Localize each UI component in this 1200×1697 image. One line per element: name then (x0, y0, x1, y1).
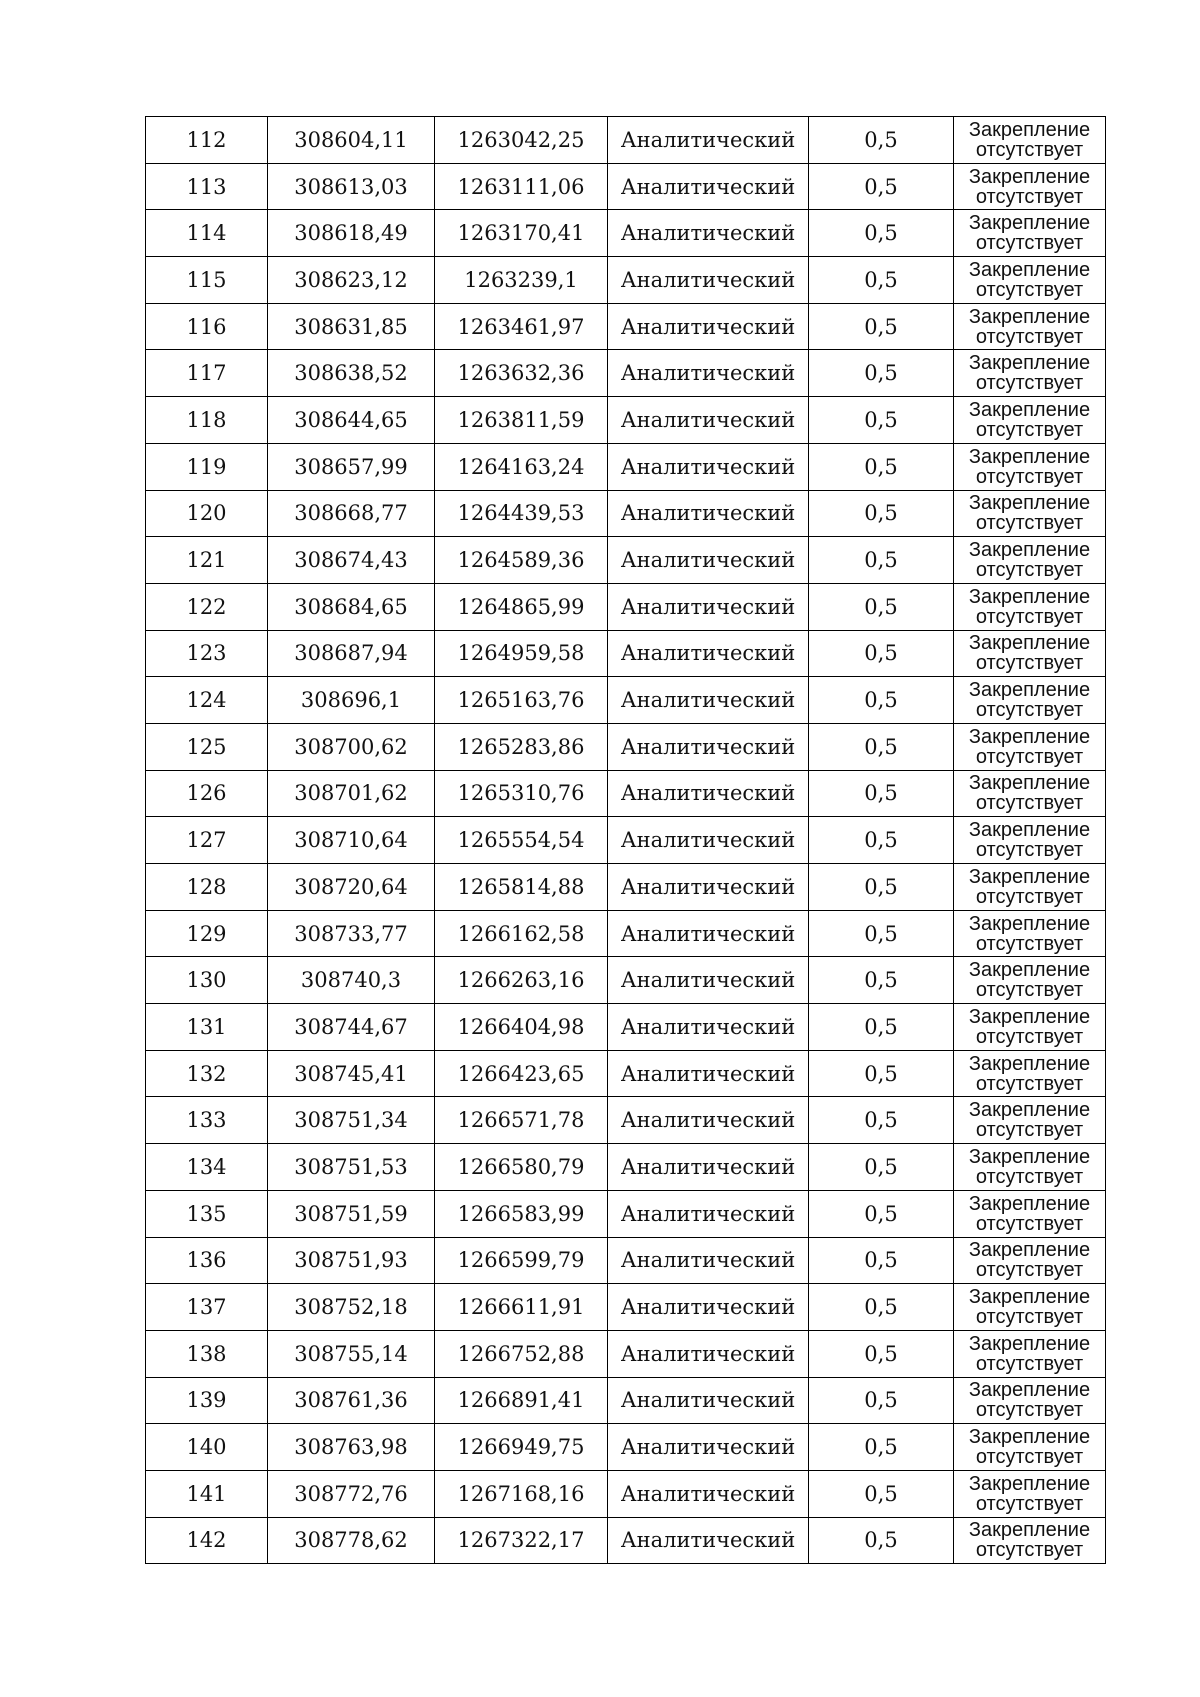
fixing-cell (954, 1284, 1106, 1331)
fixing-text-line: отсутствует (975, 1399, 1084, 1422)
method-cell: Аналитический (608, 443, 809, 490)
fixing-text-line: отсутствует (975, 979, 1084, 1002)
method-cell: Аналитический (608, 210, 809, 257)
fixing-text-line: отсутствует (975, 325, 1084, 348)
table-row (146, 723, 1106, 770)
fixing-text-line: Закрепление (968, 1052, 1091, 1075)
fixing-text-line: Закрепление (968, 165, 1091, 188)
point-number-cell: 141 (146, 1470, 268, 1517)
fixing-cell (954, 117, 1106, 164)
accuracy-cell: 0,5 (809, 1004, 954, 1051)
point-number-cell: 133 (146, 1097, 268, 1144)
table-row (146, 490, 1106, 537)
x-coordinate-cell: 308638,52 (268, 350, 435, 397)
accuracy-cell: 0,5 (809, 1050, 954, 1097)
method-cell: Аналитический (608, 910, 809, 957)
fixing-cell (954, 817, 1106, 864)
y-coordinate-cell: 1265163,76 (435, 677, 608, 724)
method-cell: Аналитический (608, 1377, 809, 1424)
fixing-cell (954, 210, 1106, 257)
fixing-cell (954, 723, 1106, 770)
fixing-text-line: отсутствует (975, 792, 1084, 815)
table-row (146, 163, 1106, 210)
fixing-cell (954, 957, 1106, 1004)
fixing-text-line: отсутствует (975, 1539, 1084, 1562)
fixing-cell (954, 397, 1106, 444)
method-cell: Аналитический (608, 770, 809, 817)
method-cell: Аналитический (608, 630, 809, 677)
fixing-text-line: Закрепление (968, 492, 1091, 515)
x-coordinate-cell: 308733,77 (268, 910, 435, 957)
fixing-text-line: Закрепление (968, 1472, 1091, 1495)
table-row (146, 677, 1106, 724)
fixing-text-line: отсутствует (975, 1212, 1084, 1235)
table-row (146, 1237, 1106, 1284)
accuracy-cell: 0,5 (809, 1424, 954, 1471)
fixing-cell (954, 350, 1106, 397)
method-cell: Аналитический (608, 1144, 809, 1191)
point-number-cell: 132 (146, 1050, 268, 1097)
point-number-cell: 115 (146, 257, 268, 304)
y-coordinate-cell: 1266162,58 (435, 910, 608, 957)
fixing-text-line: отсутствует (975, 1072, 1084, 1095)
fixing-text-line: отсутствует (975, 278, 1084, 301)
method-cell: Аналитический (608, 677, 809, 724)
fixing-cell (954, 1330, 1106, 1377)
x-coordinate-cell: 308604,11 (268, 117, 435, 164)
method-cell: Аналитический (608, 1237, 809, 1284)
method-cell: Аналитический (608, 1190, 809, 1237)
x-coordinate-cell: 308684,65 (268, 583, 435, 630)
method-cell: Аналитический (608, 1470, 809, 1517)
fixing-cell (954, 1377, 1106, 1424)
point-number-cell: 124 (146, 677, 268, 724)
fixing-text-line: отсутствует (975, 932, 1084, 955)
accuracy-cell: 0,5 (809, 303, 954, 350)
x-coordinate-cell: 308687,94 (268, 630, 435, 677)
fixing-text-line: Закрепление (968, 679, 1091, 702)
fixing-cell (954, 770, 1106, 817)
fixing-cell (954, 1144, 1106, 1191)
y-coordinate-cell: 1266571,78 (435, 1097, 608, 1144)
y-coordinate-cell: 1267322,17 (435, 1517, 608, 1564)
fixing-cell (954, 1190, 1106, 1237)
accuracy-cell: 0,5 (809, 1284, 954, 1331)
x-coordinate-cell: 308631,85 (268, 303, 435, 350)
fixing-cell (954, 490, 1106, 537)
point-number-cell: 123 (146, 630, 268, 677)
accuracy-cell: 0,5 (809, 490, 954, 537)
y-coordinate-cell: 1266752,88 (435, 1330, 608, 1377)
fixing-cell (954, 1050, 1106, 1097)
x-coordinate-cell: 308701,62 (268, 770, 435, 817)
fixing-text-line: отсутствует (975, 465, 1084, 488)
fixing-text-line: отсутствует (975, 512, 1084, 535)
fixing-text-line: отсутствует (975, 839, 1084, 862)
method-cell: Аналитический (608, 1330, 809, 1377)
method-cell: Аналитический (608, 957, 809, 1004)
table-row (146, 1144, 1106, 1191)
table-row (146, 303, 1106, 350)
fixing-text-line: отсутствует (975, 418, 1084, 441)
y-coordinate-cell: 1266583,99 (435, 1190, 608, 1237)
x-coordinate-cell: 308763,98 (268, 1424, 435, 1471)
x-coordinate-cell: 308644,65 (268, 397, 435, 444)
fixing-text-line: Закрепление (968, 539, 1091, 562)
y-coordinate-cell: 1265283,86 (435, 723, 608, 770)
x-coordinate-cell: 308745,41 (268, 1050, 435, 1097)
table-row (146, 397, 1106, 444)
table-row (146, 1190, 1106, 1237)
x-coordinate-cell: 308752,18 (268, 1284, 435, 1331)
accuracy-cell: 0,5 (809, 537, 954, 584)
point-number-cell: 117 (146, 350, 268, 397)
point-number-cell: 119 (146, 443, 268, 490)
method-cell: Аналитический (608, 1004, 809, 1051)
y-coordinate-cell: 1265310,76 (435, 770, 608, 817)
y-coordinate-cell: 1263632,36 (435, 350, 608, 397)
fixing-text-line: Закрепление (968, 632, 1091, 655)
point-number-cell: 142 (146, 1517, 268, 1564)
table-row (146, 957, 1106, 1004)
fixing-text-line: Закрепление (968, 1332, 1091, 1355)
method-cell: Аналитический (608, 1517, 809, 1564)
fixing-text-line: отсутствует (975, 1259, 1084, 1282)
fixing-text-line: отсутствует (975, 372, 1084, 395)
accuracy-cell: 0,5 (809, 1517, 954, 1564)
fixing-text-line: Закрепление (968, 725, 1091, 748)
y-coordinate-cell: 1266580,79 (435, 1144, 608, 1191)
x-coordinate-cell: 308700,62 (268, 723, 435, 770)
accuracy-cell: 0,5 (809, 1144, 954, 1191)
point-number-cell: 127 (146, 817, 268, 864)
fixing-text-line: Закрепление (968, 959, 1091, 982)
y-coordinate-cell: 1264163,24 (435, 443, 608, 490)
point-number-cell: 135 (146, 1190, 268, 1237)
table-row (146, 630, 1106, 677)
point-number-cell: 138 (146, 1330, 268, 1377)
x-coordinate-cell: 308618,49 (268, 210, 435, 257)
fixing-text-line: отсутствует (975, 1352, 1084, 1375)
table-row (146, 910, 1106, 957)
x-coordinate-cell: 308761,36 (268, 1377, 435, 1424)
method-cell: Аналитический (608, 1050, 809, 1097)
point-number-cell: 122 (146, 583, 268, 630)
method-cell: Аналитический (608, 864, 809, 911)
fixing-cell (954, 1004, 1106, 1051)
fixing-cell (954, 303, 1106, 350)
method-cell: Аналитический (608, 1284, 809, 1331)
accuracy-cell: 0,5 (809, 677, 954, 724)
y-coordinate-cell: 1266404,98 (435, 1004, 608, 1051)
fixing-text-line: отсутствует (975, 885, 1084, 908)
point-number-cell: 129 (146, 910, 268, 957)
point-number-cell: 137 (146, 1284, 268, 1331)
accuracy-cell: 0,5 (809, 583, 954, 630)
y-coordinate-cell: 1266423,65 (435, 1050, 608, 1097)
fixing-cell (954, 864, 1106, 911)
table-row (146, 1424, 1106, 1471)
x-coordinate-cell: 308613,03 (268, 163, 435, 210)
accuracy-cell: 0,5 (809, 864, 954, 911)
table-row (146, 1377, 1106, 1424)
table-body (146, 117, 1106, 1564)
coordinates-table (145, 116, 1106, 1564)
accuracy-cell: 0,5 (809, 910, 954, 957)
point-number-cell: 126 (146, 770, 268, 817)
fixing-text-line: Закрепление (968, 118, 1091, 141)
x-coordinate-cell: 308720,64 (268, 864, 435, 911)
fixing-text-line: Закрепление (968, 912, 1091, 935)
fixing-text-line: отсутствует (975, 232, 1084, 255)
table-row (146, 770, 1106, 817)
y-coordinate-cell: 1265814,88 (435, 864, 608, 911)
method-cell: Аналитический (608, 723, 809, 770)
x-coordinate-cell: 308710,64 (268, 817, 435, 864)
fixing-text-line: отсутствует (975, 185, 1084, 208)
method-cell: Аналитический (608, 583, 809, 630)
x-coordinate-cell: 308744,67 (268, 1004, 435, 1051)
fixing-cell (954, 537, 1106, 584)
fixing-text-line: отсутствует (975, 1306, 1084, 1329)
fixing-text-line: Закрепление (968, 258, 1091, 281)
table-row (146, 350, 1106, 397)
y-coordinate-cell: 1266611,91 (435, 1284, 608, 1331)
y-coordinate-cell: 1267168,16 (435, 1470, 608, 1517)
fixing-text-line: Закрепление (968, 865, 1091, 888)
fixing-text-line: Закрепление (968, 398, 1091, 421)
accuracy-cell: 0,5 (809, 443, 954, 490)
fixing-text-line: Закрепление (968, 772, 1091, 795)
fixing-text-line: Закрепление (968, 1286, 1091, 1309)
point-number-cell: 120 (146, 490, 268, 537)
table-row (146, 817, 1106, 864)
fixing-text-line: Закрепление (968, 585, 1091, 608)
fixing-text-line: отсутствует (975, 1119, 1084, 1142)
x-coordinate-cell: 308751,53 (268, 1144, 435, 1191)
fixing-text-line: отсутствует (975, 745, 1084, 768)
fixing-text-line: Закрепление (968, 352, 1091, 375)
x-coordinate-cell: 308755,14 (268, 1330, 435, 1377)
fixing-text-line: отсутствует (975, 699, 1084, 722)
accuracy-cell: 0,5 (809, 723, 954, 770)
x-coordinate-cell: 308668,77 (268, 490, 435, 537)
fixing-text-line: отсутствует (975, 652, 1084, 675)
fixing-text-line: Закрепление (968, 1239, 1091, 1262)
table-row (146, 1050, 1106, 1097)
fixing-text-line: отсутствует (975, 559, 1084, 582)
method-cell: Аналитический (608, 397, 809, 444)
fixing-cell (954, 443, 1106, 490)
fixing-text-line: Закрепление (968, 819, 1091, 842)
x-coordinate-cell: 308751,59 (268, 1190, 435, 1237)
accuracy-cell: 0,5 (809, 397, 954, 444)
y-coordinate-cell: 1265554,54 (435, 817, 608, 864)
method-cell: Аналитический (608, 117, 809, 164)
fixing-cell (954, 910, 1106, 957)
point-number-cell: 136 (146, 1237, 268, 1284)
accuracy-cell: 0,5 (809, 1237, 954, 1284)
fixing-cell (954, 257, 1106, 304)
y-coordinate-cell: 1263111,06 (435, 163, 608, 210)
table-row (146, 864, 1106, 911)
accuracy-cell: 0,5 (809, 1330, 954, 1377)
method-cell: Аналитический (608, 350, 809, 397)
y-coordinate-cell: 1263811,59 (435, 397, 608, 444)
fixing-cell (954, 583, 1106, 630)
method-cell: Аналитический (608, 490, 809, 537)
table-row (146, 1284, 1106, 1331)
y-coordinate-cell: 1264439,53 (435, 490, 608, 537)
x-coordinate-cell: 308674,43 (268, 537, 435, 584)
y-coordinate-cell: 1266891,41 (435, 1377, 608, 1424)
fixing-text-line: отсутствует (975, 1446, 1084, 1469)
x-coordinate-cell: 308623,12 (268, 257, 435, 304)
point-number-cell: 128 (146, 864, 268, 911)
method-cell: Аналитический (608, 537, 809, 584)
fixing-text-line: отсутствует (975, 605, 1084, 628)
point-number-cell: 140 (146, 1424, 268, 1471)
accuracy-cell: 0,5 (809, 1377, 954, 1424)
accuracy-cell: 0,5 (809, 350, 954, 397)
point-number-cell: 116 (146, 303, 268, 350)
table-row (146, 1517, 1106, 1564)
y-coordinate-cell: 1264589,36 (435, 537, 608, 584)
y-coordinate-cell: 1266599,79 (435, 1237, 608, 1284)
fixing-text-line: Закрепление (968, 1099, 1091, 1122)
accuracy-cell: 0,5 (809, 630, 954, 677)
fixing-text-line: Закрепление (968, 1192, 1091, 1215)
fixing-cell (954, 1097, 1106, 1144)
table-row (146, 117, 1106, 164)
accuracy-cell: 0,5 (809, 1190, 954, 1237)
fixing-cell (954, 1237, 1106, 1284)
accuracy-cell: 0,5 (809, 1470, 954, 1517)
fixing-text-line: Закрепление (968, 1519, 1091, 1542)
point-number-cell: 114 (146, 210, 268, 257)
table-row (146, 443, 1106, 490)
accuracy-cell: 0,5 (809, 957, 954, 1004)
x-coordinate-cell: 308751,93 (268, 1237, 435, 1284)
accuracy-cell: 0,5 (809, 770, 954, 817)
fixing-text-line: Закрепление (968, 305, 1091, 328)
x-coordinate-cell: 308657,99 (268, 443, 435, 490)
accuracy-cell: 0,5 (809, 210, 954, 257)
method-cell: Аналитический (608, 1424, 809, 1471)
fixing-cell (954, 1470, 1106, 1517)
fixing-cell (954, 630, 1106, 677)
point-number-cell: 130 (146, 957, 268, 1004)
method-cell: Аналитический (608, 1097, 809, 1144)
table-row (146, 210, 1106, 257)
y-coordinate-cell: 1264865,99 (435, 583, 608, 630)
fixing-text-line: Закрепление (968, 1145, 1091, 1168)
point-number-cell: 118 (146, 397, 268, 444)
y-coordinate-cell: 1263170,41 (435, 210, 608, 257)
fixing-text-line: Закрепление (968, 212, 1091, 235)
x-coordinate-cell: 308696,1 (268, 677, 435, 724)
fixing-cell (954, 1424, 1106, 1471)
table-row (146, 1330, 1106, 1377)
accuracy-cell: 0,5 (809, 163, 954, 210)
fixing-text-line: Закрепление (968, 445, 1091, 468)
y-coordinate-cell: 1266263,16 (435, 957, 608, 1004)
fixing-text-line: Закрепление (968, 1426, 1091, 1449)
accuracy-cell: 0,5 (809, 1097, 954, 1144)
point-number-cell: 131 (146, 1004, 268, 1051)
table-row (146, 537, 1106, 584)
accuracy-cell: 0,5 (809, 817, 954, 864)
table-row (146, 1470, 1106, 1517)
y-coordinate-cell: 1263239,1 (435, 257, 608, 304)
point-number-cell: 134 (146, 1144, 268, 1191)
point-number-cell: 125 (146, 723, 268, 770)
fixing-cell (954, 677, 1106, 724)
table-row (146, 257, 1106, 304)
fixing-text-line: отсутствует (975, 1165, 1084, 1188)
y-coordinate-cell: 1263461,97 (435, 303, 608, 350)
fixing-cell (954, 163, 1106, 210)
table-row (146, 1004, 1106, 1051)
fixing-cell (954, 1517, 1106, 1564)
point-number-cell: 112 (146, 117, 268, 164)
fixing-text-line: Закрепление (968, 1005, 1091, 1028)
table-row (146, 1097, 1106, 1144)
method-cell: Аналитический (608, 163, 809, 210)
y-coordinate-cell: 1266949,75 (435, 1424, 608, 1471)
x-coordinate-cell: 308778,62 (268, 1517, 435, 1564)
point-number-cell: 113 (146, 163, 268, 210)
x-coordinate-cell: 308772,76 (268, 1470, 435, 1517)
fixing-text-line: Закрепление (968, 1379, 1091, 1402)
y-coordinate-cell: 1263042,25 (435, 117, 608, 164)
accuracy-cell: 0,5 (809, 117, 954, 164)
method-cell: Аналитический (608, 817, 809, 864)
y-coordinate-cell: 1264959,58 (435, 630, 608, 677)
point-number-cell: 121 (146, 537, 268, 584)
method-cell: Аналитический (608, 303, 809, 350)
x-coordinate-cell: 308740,3 (268, 957, 435, 1004)
fixing-text-line: отсутствует (975, 1492, 1084, 1515)
method-cell: Аналитический (608, 257, 809, 304)
table-row (146, 583, 1106, 630)
x-coordinate-cell: 308751,34 (268, 1097, 435, 1144)
accuracy-cell: 0,5 (809, 257, 954, 304)
fixing-text-line: отсутствует (975, 138, 1084, 161)
point-number-cell: 139 (146, 1377, 268, 1424)
fixing-text-line: отсутствует (975, 1025, 1084, 1048)
